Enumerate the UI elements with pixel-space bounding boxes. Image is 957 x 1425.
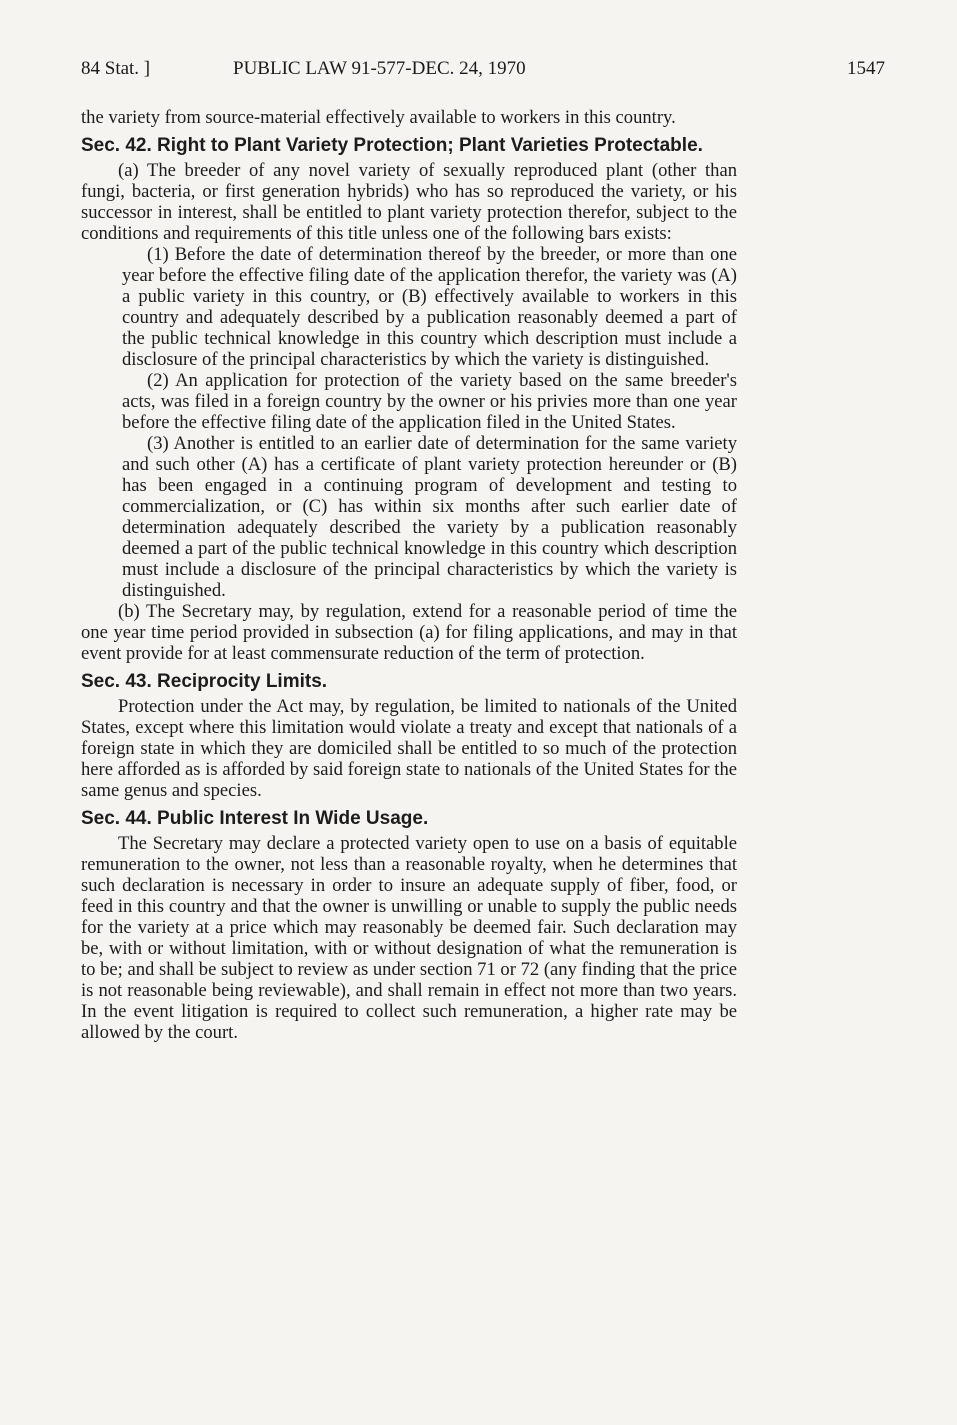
continued-paragraph: the variety from source-material effectively available to workers in this country. [81,107,676,128]
section-42-item-3: (3) Another is entitled to an earlier date of determination for the same variety and such other (A) has a certificate of plant variety protection hereunder or (B) has been engaged in a continuing program of development and testing to commercialization, or (C) has within six months after such earlier date of determination adequately described the variety by a publication reasonably deemed a part of the public technical knowledge in this country which description must include a disclosure of the principal characteristics by which the variety is distinguished. [122,433,737,601]
section-42-item-2: (2) An application for protection of the variety based on the same breeder's acts, was filed in a foreign country by the owner or his privies more than one year before the effective filing date of the application filed in the United States. [122,370,737,433]
section-44-heading: Sec. 44. Public Interest In Wide Usage. [81,808,429,829]
page-number: 1547 [847,58,885,79]
section-42-heading: Sec. 42. Right to Plant Variety Protection; Plant Varieties Protectable. [81,135,703,156]
page-body [81,107,737,1043]
volume-reference: 84 Stat. ] [81,58,151,79]
section-42-paragraph-b: (b) The Secretary may, by regulation, extend for a reasonable period of time the one year time period provided in subsection (a) for filing applications, and may in that event provide for at least commensurate reduction of the term of protection. [81,601,737,664]
section-44-paragraph: The Secretary may declare a protected variety open to use on a basis of equitable remuneration to the owner, not less than a reasonable royalty, when he determines that such declaration is necessary in order to insure an adequate supply of fiber, food, or feed in this country and that the owner is unwilling or unable to supply the public needs for the variety at a price which may reasonably be deemed fair. Such declaration may be, with or without limitation, with or without designation of what the remuneration is to be; and shall be subject to review as under section 71 or 72 (any finding that the price is not reasonable being reviewable), and shall remain in effect not more than two years. In the event litigation is required to collect such remuneration, a higher rate may be allowed by the court. [81,833,737,1043]
section-42-paragraph-a: (a) The breeder of any novel variety of sexually reproduced plant (other than fungi, bacteria, or first generation hybrids) who has so reproduced the variety, or his successor in interest, shall be entitled to plant variety protection therefor, subject to the conditions and requirements of this title unless one of the following bars exists: [81,160,737,244]
section-43-paragraph: Protection under the Act may, by regulation, be limited to nationals of the United States, except where this limitation would violate a treaty and except that nationals of a foreign state in which they are domiciled shall be entitled to so much of the protection here afforded as is afforded by said foreign state to nationals of the United States for the same genus and species. [81,696,737,801]
section-43-heading: Sec. 43. Reciprocity Limits. [81,671,328,692]
section-42-item-1: (1) Before the date of determination thereof by the breeder, or more than one year before the effective filing date of the application therefor, the variety was (A) a public variety in this country, or (B) effectively available to workers in this country and adequately described by a publication reasonably deemed a part of the public technical knowledge in this country which description must include a disclosure of the principal characteristics by which the variety is distinguished. [122,244,737,370]
header-title: PUBLIC LAW 91-577-DEC. 24, 1970 [233,58,526,79]
page-header [81,58,885,86]
